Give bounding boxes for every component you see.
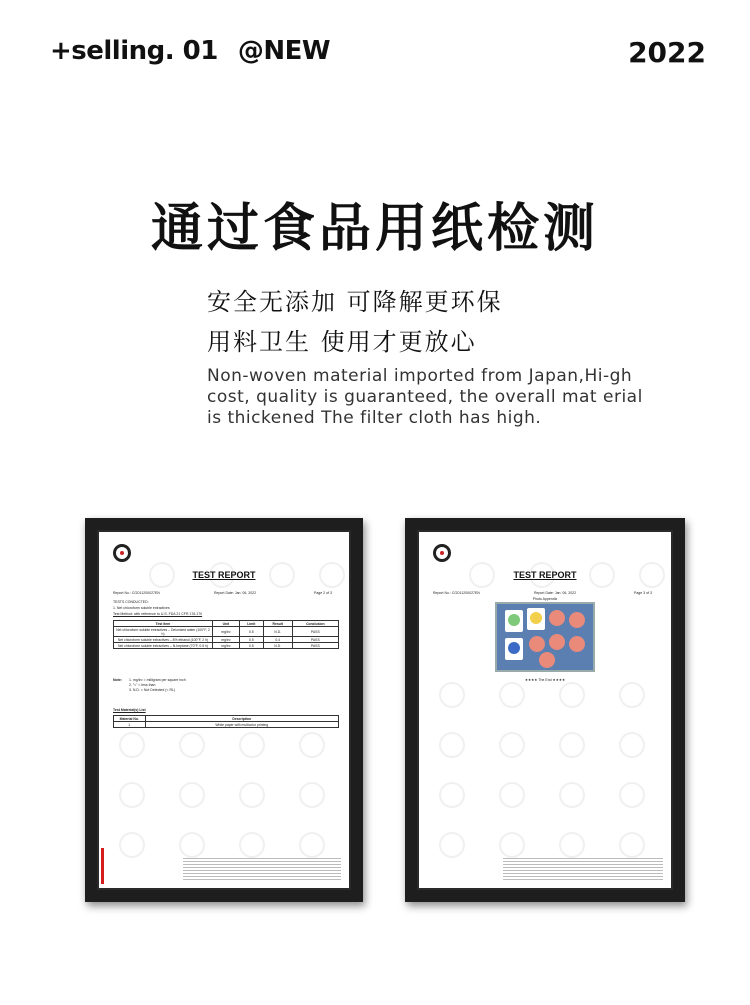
report-footer — [427, 858, 663, 882]
report-frame-page-2 — [85, 518, 363, 902]
new-label: @NEW — [237, 36, 331, 66]
selling-label: +selling. 01 — [50, 36, 218, 66]
cell: mg/in² — [213, 637, 240, 643]
cell: mg/in² — [213, 643, 240, 649]
col-material-no: Material No. — [114, 716, 146, 722]
year-label: 2022 — [628, 36, 706, 69]
report-title: TEST REPORT — [513, 570, 577, 580]
cell: Net chloroform soluble extractives – Deionized water (100°F, 2 h) — [114, 627, 213, 637]
report-footer — [107, 858, 341, 882]
material-list-title: Test Material(s) List — [113, 708, 146, 712]
table-row — [114, 722, 339, 728]
cell: mg/in² — [213, 627, 240, 637]
cell: 0.5 — [239, 627, 263, 637]
cell: PASS — [292, 643, 338, 649]
report-page: Page 3 of 3 — [634, 591, 652, 595]
report-date: Report Date: Jan. 06, 2022 — [534, 591, 577, 595]
col-description: Description — [145, 716, 339, 722]
cell: 0.5 — [239, 643, 263, 649]
report-number: Report No.: CGD11200027EN — [113, 591, 160, 595]
cell: N.D. — [263, 643, 292, 649]
lab-logo-icon — [113, 544, 131, 562]
cell: Net chloroform soluble extractives – N-heptane (70°F, 0.5 h) — [114, 643, 213, 649]
notes-title: Note: — [113, 678, 122, 682]
results-table — [113, 620, 339, 649]
report-page: Page 2 of 3 — [314, 591, 332, 595]
note-3: 3. N.D. = Not Detected (< RL) — [129, 688, 176, 692]
col-unit: Unit — [213, 621, 240, 627]
col-result: Result — [263, 621, 292, 627]
lab-logo-icon — [433, 544, 451, 562]
cell: PASS — [292, 627, 338, 637]
col-limit: Limit — [239, 621, 263, 627]
cell: White paper with multicolor printing — [145, 722, 339, 728]
material-table — [113, 715, 339, 728]
cell: Net chloroform soluble extractives – 8% ethanol (100°F, 2 h) — [114, 637, 213, 643]
cell: PASS — [292, 637, 338, 643]
photo-caption: Photo Appendix — [532, 597, 558, 601]
report-title: TEST REPORT — [192, 570, 256, 580]
report-frame-page-3 — [405, 518, 685, 902]
table-row — [114, 627, 339, 637]
subtitle-line-1: 安全无添加 可降解更环保 — [207, 288, 503, 316]
report-number: Report No.: CGD11200027EN — [433, 591, 480, 595]
cell: 0.4 — [263, 637, 292, 643]
cell: 0.5 — [239, 637, 263, 643]
subtitle-line-2: 用料卫生 使用才更放心 — [207, 328, 477, 356]
headline: 通过食品用纸检测 — [150, 198, 599, 259]
header-left — [50, 36, 330, 66]
cell: N.D. — [263, 627, 292, 637]
test-method: Test Method: with reference to U.S. FDA 21 CFR 176.170 — [113, 612, 203, 616]
sample-photo — [495, 602, 595, 672]
note-2: 2. "<" = less than — [129, 683, 156, 687]
note-1: 1. mg/in² = milligram per square inch — [129, 678, 186, 682]
red-accent-bar — [101, 848, 104, 884]
english-description: Non-woven material imported from Japan,Hi-gh cost, quality is guaranteed, the overall mat erial is thickened The filter cloth has high. — [207, 366, 643, 428]
col-test-item: Test Item — [114, 621, 213, 627]
col-conclusion: Conclusion — [292, 621, 338, 627]
tests-conducted: TESTS CONDUCTED: — [113, 600, 149, 604]
end-mark: ★★★★ The End ★★★★ — [524, 678, 566, 682]
test-item-1: 1. Net chloroform soluble extractives — [113, 606, 170, 610]
table-row — [114, 643, 339, 649]
report-paper-page-3 — [419, 532, 671, 888]
cell: 1 — [114, 722, 146, 728]
report-date: Report Date: Jan. 06, 2022 — [214, 591, 257, 595]
report-paper-page-2 — [99, 532, 349, 888]
